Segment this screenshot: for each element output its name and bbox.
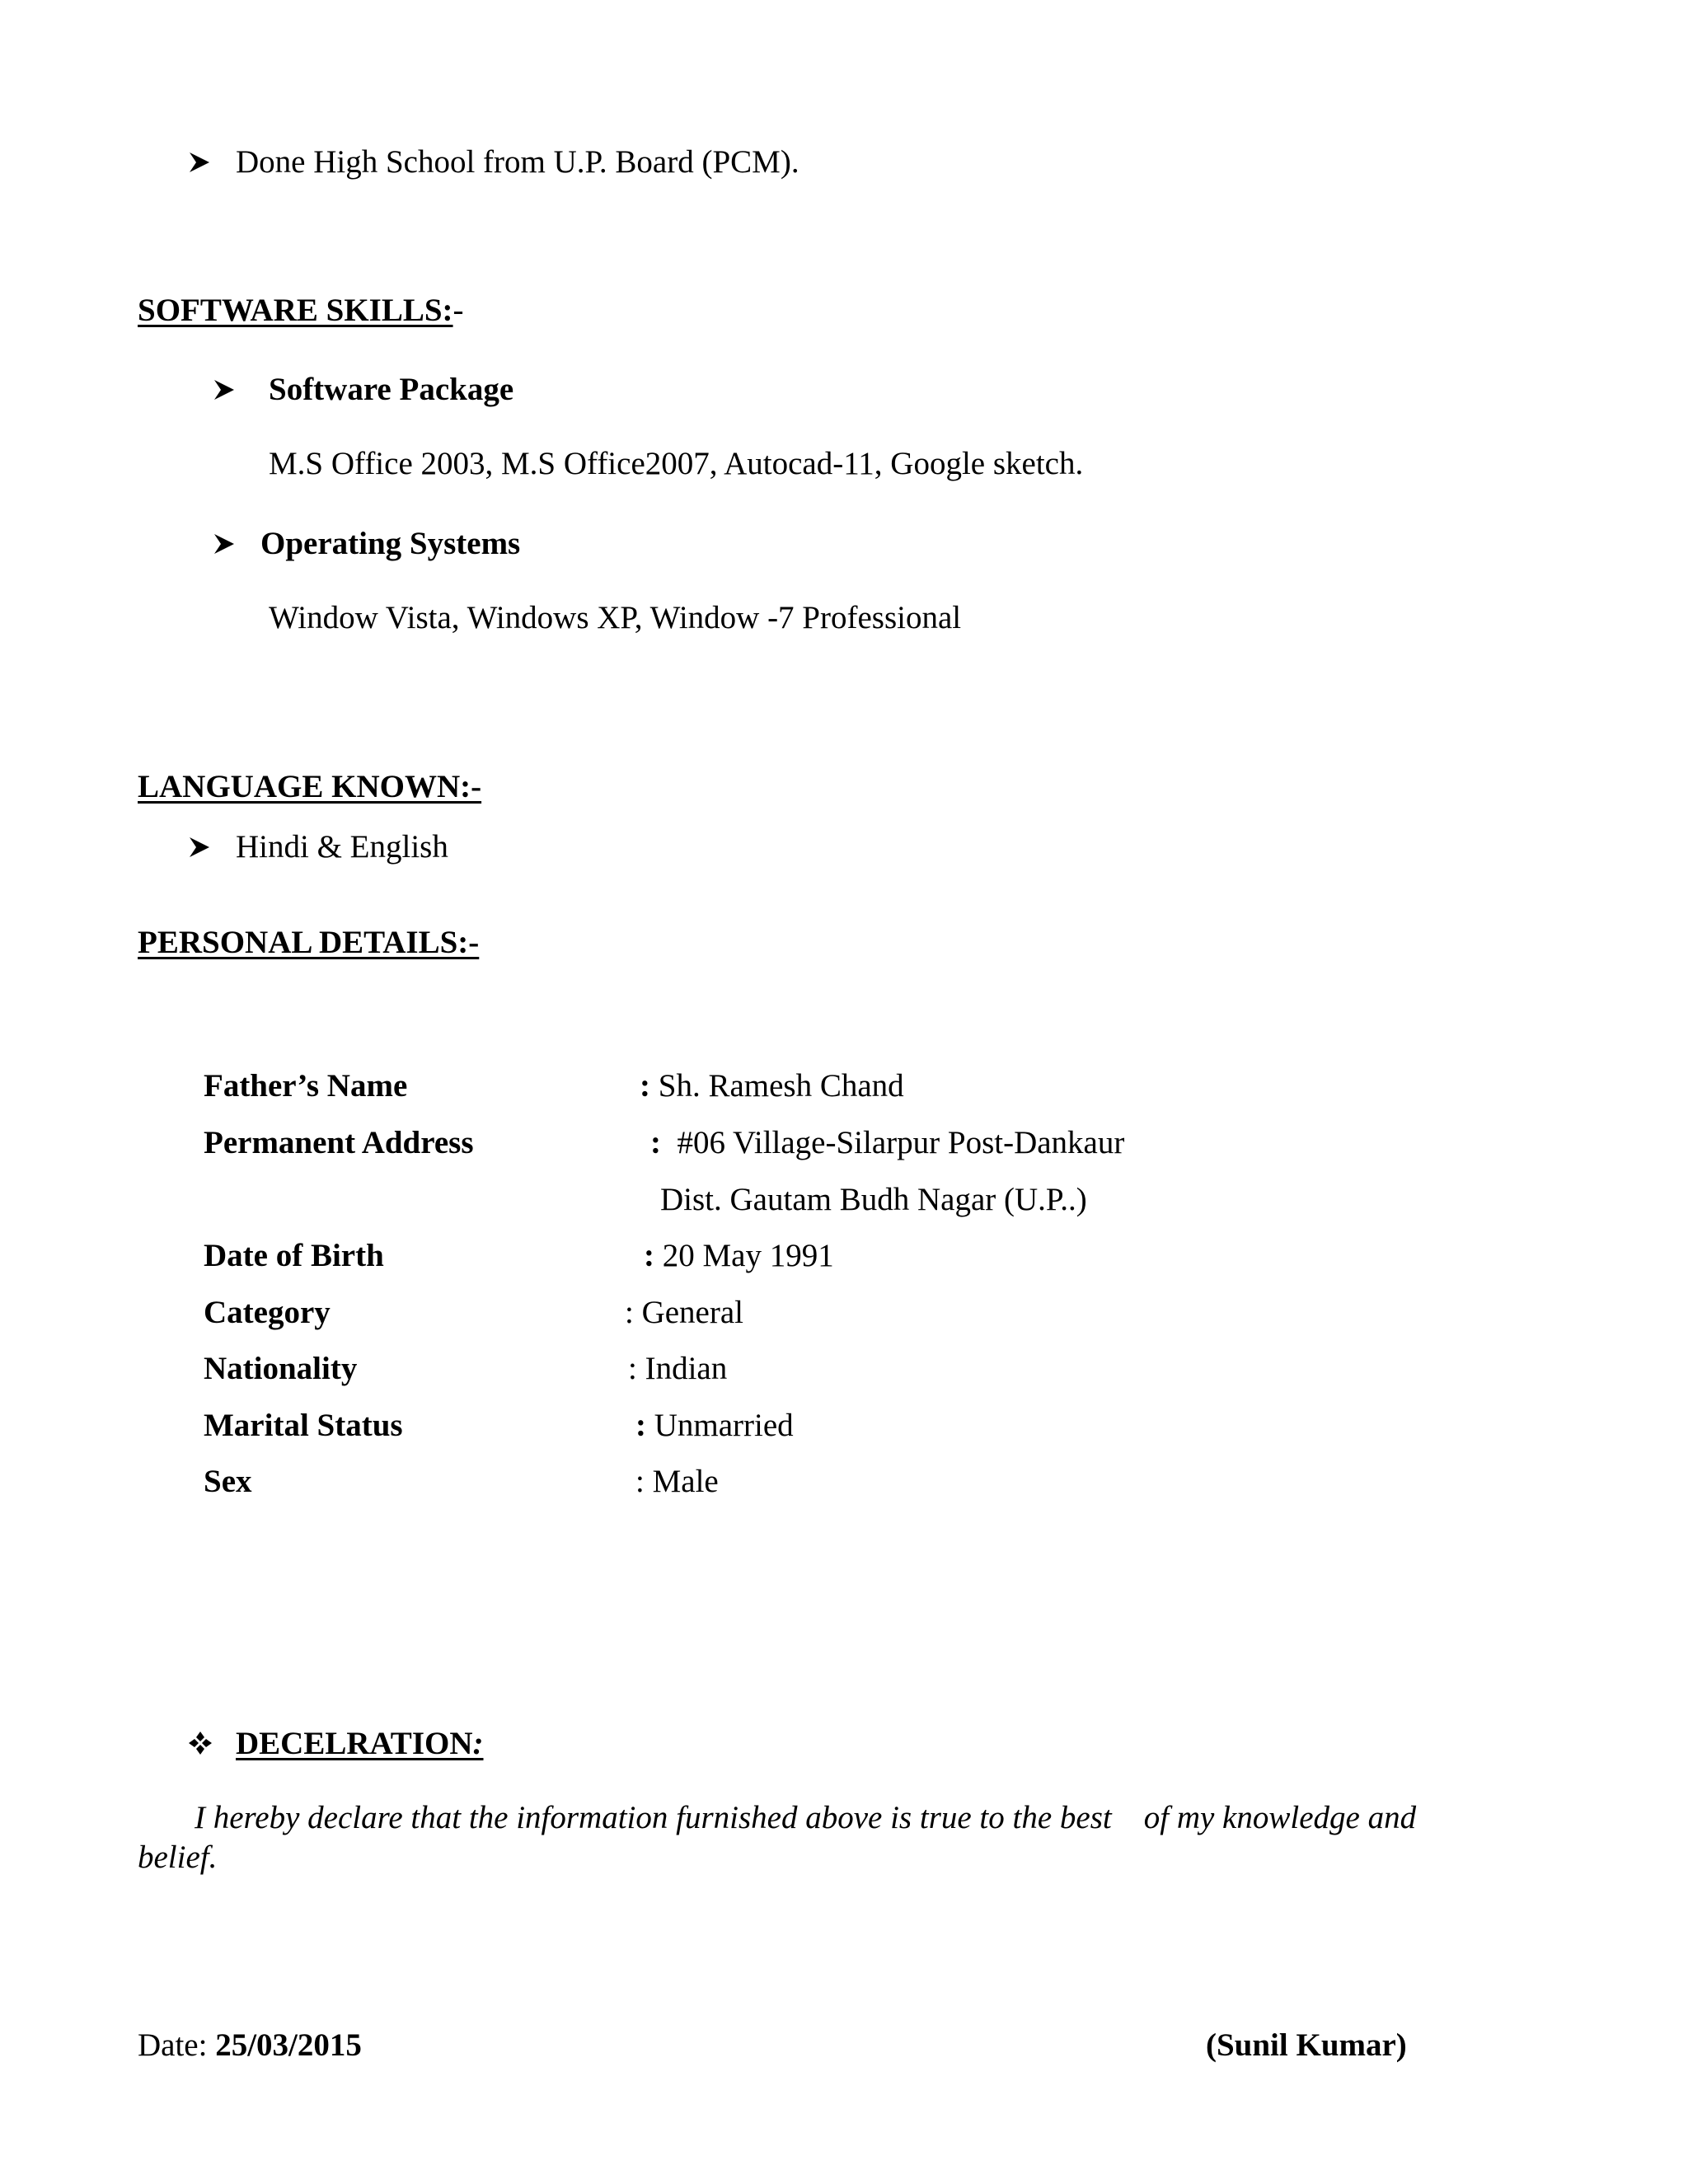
- operating-systems-title: Operating Systems: [260, 526, 521, 561]
- diamond-bullet-icon: [188, 1731, 213, 1755]
- date-line: [138, 2029, 362, 2061]
- language-text: Hindi & English: [236, 829, 448, 865]
- arrow-bullet-icon: [188, 151, 211, 174]
- date-of-birth-value: : 20 May 1991: [644, 1238, 834, 1273]
- language-known-heading: LANGUAGE KNOWN:-: [138, 769, 482, 804]
- marital-status-label: Marital Status: [204, 1408, 403, 1443]
- operating-systems-list: Window Vista, Windows XP, Window -7 Professional: [269, 600, 962, 635]
- fathers-name-label: Father’s Name: [204, 1068, 408, 1104]
- permanent-address-line2: Dist. Gautam Budh Nagar (U.P..): [660, 1182, 1087, 1217]
- date-label: Date:: [138, 2027, 216, 2063]
- arrow-bullet-icon: [188, 836, 211, 859]
- software-skills-suffix: -: [452, 293, 464, 328]
- date-of-birth-label: Date of Birth: [204, 1238, 384, 1273]
- category-value: : General: [625, 1295, 744, 1330]
- permanent-address-label: Permanent Address: [204, 1125, 474, 1160]
- category-label: Category: [204, 1295, 331, 1330]
- personal-details-heading: PERSONAL DETAILS:-: [138, 925, 480, 960]
- declaration-text-line1: I hereby declare that the information furnished above is true to the best of my knowledge and: [195, 1800, 1417, 1835]
- marital-status-value: : Unmarried: [635, 1408, 794, 1443]
- declaration-text-line2: belief.: [138, 1840, 218, 1875]
- nationality-label: Nationality: [204, 1351, 358, 1386]
- high-school-text: Done High School from U.P. Board (PCM).: [236, 144, 799, 180]
- software-skills-heading: [138, 294, 464, 326]
- sex-label: Sex: [204, 1464, 252, 1499]
- sex-value: : Male: [635, 1464, 719, 1499]
- date-value: 25/03/2015: [215, 2027, 362, 2063]
- software-skills-title: SOFTWARE SKILLS:: [138, 293, 453, 328]
- nationality-value: : Indian: [628, 1351, 728, 1386]
- arrow-bullet-icon: [213, 532, 236, 555]
- signature-name: (Sunil Kumar): [1206, 2027, 1407, 2063]
- arrow-bullet-icon: [213, 378, 236, 401]
- declaration-title: DECELRATION:: [236, 1726, 484, 1761]
- software-package-list: M.S Office 2003, M.S Office2007, Autocad-11, Google sketch.: [269, 446, 1084, 481]
- software-package-title: Software Package: [269, 372, 514, 407]
- permanent-address-value: : #06 Village-Silarpur Post-Dankaur: [650, 1125, 1125, 1160]
- fathers-name-value: : Sh. Ramesh Chand: [640, 1068, 904, 1104]
